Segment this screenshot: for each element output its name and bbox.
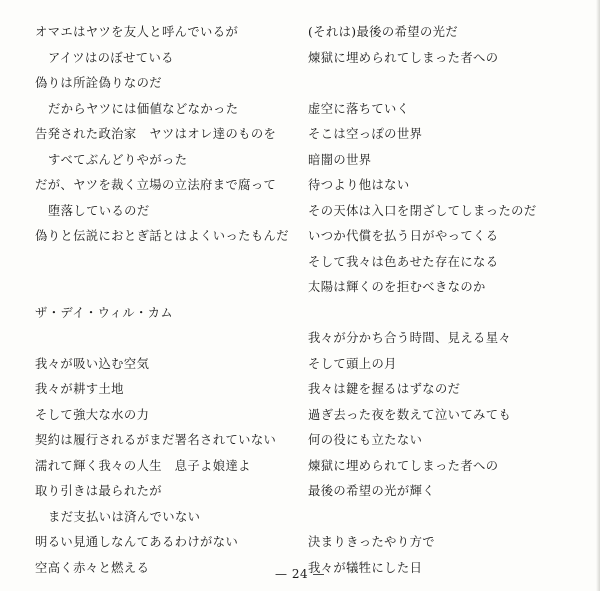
lyric-line: 偽りと伝説におとぎ話とはよくいったもんだ <box>35 229 289 243</box>
right-lyrics-column <box>308 20 593 581</box>
lyric-line: 虚空に落ちていく <box>308 101 410 116</box>
lyric-line: 過ぎ去った夜を数えて泣いてみても <box>308 407 512 422</box>
lyric-line: まだ支払いは済んでいない <box>48 509 201 524</box>
lyric-line: 空高く赤々と燃える <box>35 560 150 575</box>
lyric-line: 煉獄に埋められてしまった者への <box>308 458 499 473</box>
page-edge-shadow <box>596 0 600 591</box>
lyric-line: 最後の希望の光が輝く <box>308 484 435 498</box>
lyric-line: 濡れて輝く我々の人生 息子よ娘達よ <box>35 458 251 473</box>
lyric-line: 煉獄に埋められてしまった者への <box>308 50 499 65</box>
page-number: — 24 — <box>275 567 325 581</box>
stanza-gap <box>308 71 593 97</box>
lyric-line: その天体は入口を閉ざしてしまったのだ <box>308 203 537 218</box>
lyric-line: 我々が耕す土地 <box>35 382 124 396</box>
lyric-line: ザ・デイ・ウィル・カム <box>35 305 174 320</box>
lyric-line: 何の役にも立たない <box>308 433 423 447</box>
stanza-gap <box>35 326 320 352</box>
lyric-line: 決まりきったやり方で <box>308 535 435 549</box>
lyric-line: 太陽は輝くのを拒むべきなのか <box>308 280 486 294</box>
lyric-line: そこは空っぽの世界 <box>308 127 423 141</box>
lyric-line: 暗闇の世界 <box>308 152 372 167</box>
lyric-line: アイツはのぼせている <box>48 50 174 65</box>
lyric-line: オマエはヤツを友人と呼んでいるが <box>35 25 239 39</box>
lyric-line: いつか代償を払う日がやってくる <box>308 229 499 243</box>
lyric-line: そして強大な水の力 <box>35 407 150 422</box>
lyric-line: 我々が犠牲にした日 <box>308 560 423 575</box>
lyric-line: すべてぶんどりやがった <box>48 152 188 167</box>
lyric-line: 我々は鍵を握るはずなのだ <box>308 382 461 396</box>
lyric-line: 取り引きは最られたが <box>35 484 162 498</box>
lyric-line: 偽りは所詮偽りなのだ <box>35 76 162 90</box>
lyric-line: だが、ヤツを裁く立場の立法府まで腐って <box>35 178 277 192</box>
lyric-line: だからヤツには価値などなかった <box>48 101 239 116</box>
stanza-gap <box>308 505 593 531</box>
lyric-line: 告発された政治家 ヤツはオレ達のものを <box>35 127 277 141</box>
lyric-line: そして我々は色あせた存在になる <box>308 254 499 269</box>
stanza-gap <box>35 275 320 301</box>
lyric-line: そして頭上の月 <box>308 356 397 371</box>
lyric-line: 我々が分かち合う時間、見える星々 <box>308 331 512 345</box>
lyric-line: 堕落しているのだ <box>48 203 150 218</box>
lyric-line: (それは)最後の希望の光だ <box>308 25 459 39</box>
lyric-line: 明るい見通しなんてあるわけがない <box>35 535 239 549</box>
lyric-line: 待つより他はない <box>308 178 410 192</box>
left-lyrics-column <box>35 20 320 581</box>
lyric-line: 我々が吸い込む空気 <box>35 356 150 371</box>
stanza-gap <box>308 301 593 327</box>
stanza-gap <box>35 250 320 276</box>
lyric-line: 契約は履行されるがまだ署名されていない <box>35 433 277 447</box>
